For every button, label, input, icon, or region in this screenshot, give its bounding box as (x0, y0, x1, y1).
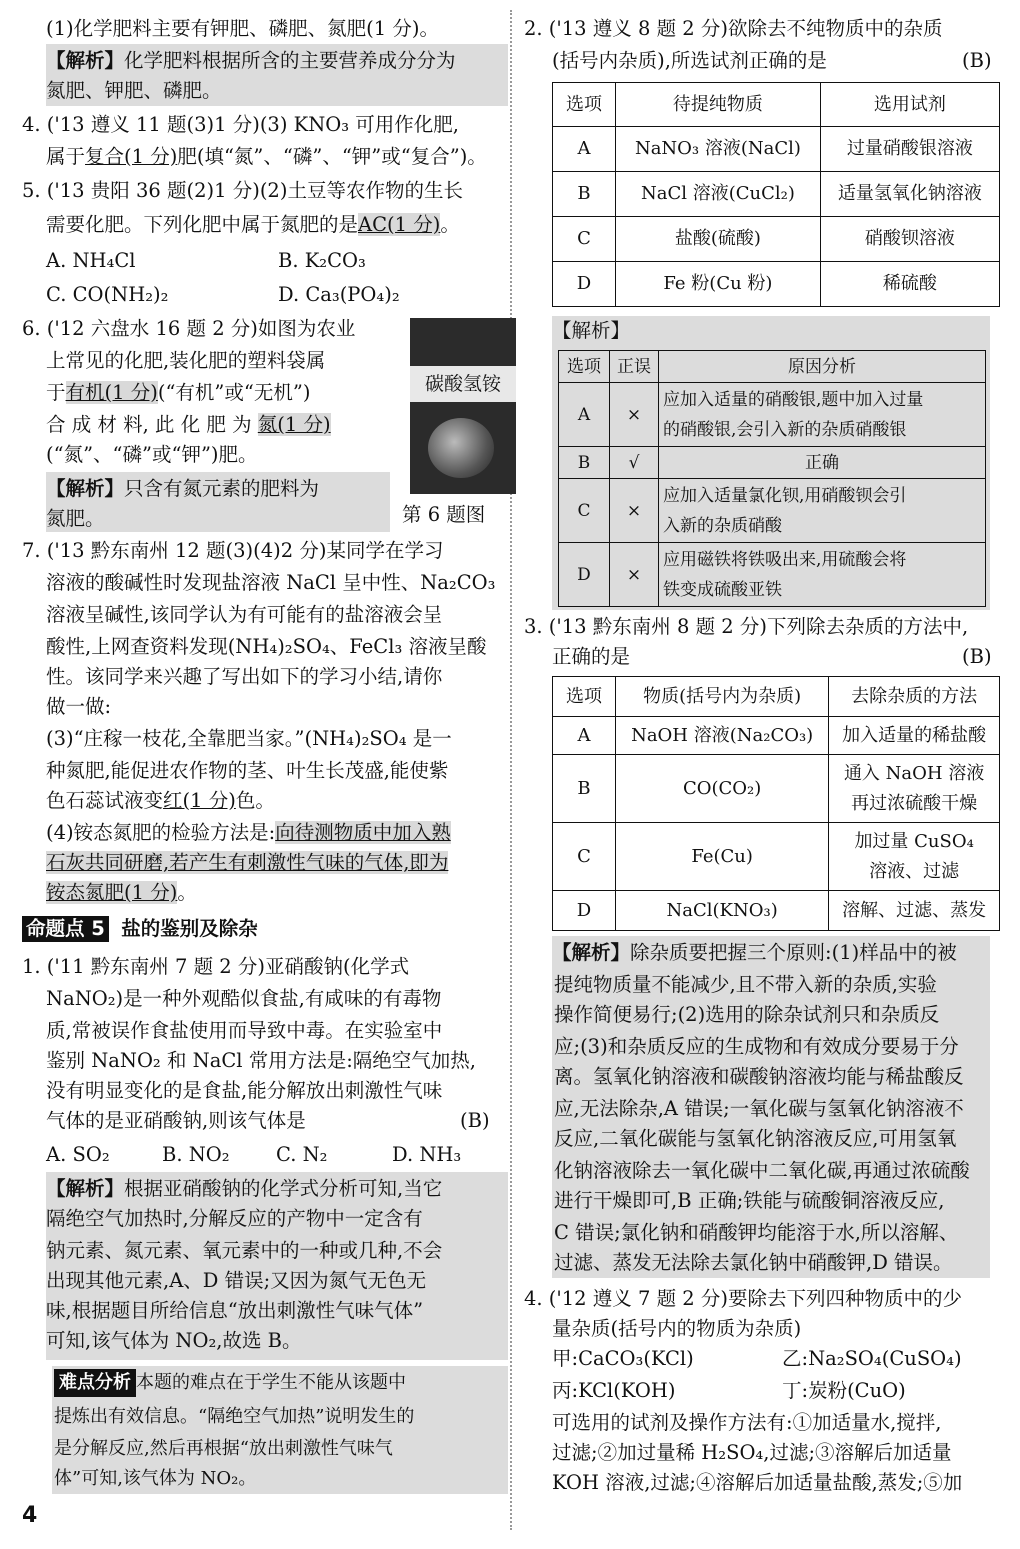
table-header: 待提纯物质 (616, 83, 821, 127)
table-cell: 加入适量的稀盐酸 (829, 717, 1000, 755)
analysis-tag: 【解析】 (552, 319, 631, 342)
question-4-item: 乙:Na₂SO₄(CuSO₄) (782, 1347, 962, 1370)
analysis-line: 应;(3)和杂质反应的生成物和有效成分要易于分 (554, 1035, 959, 1058)
table-cell: 的硝酸银,会引入新的杂质硝酸银 (663, 419, 907, 440)
analysis-line: 过滤、蒸发无法除去氯化钠中硝酸钾,D 错误。 (554, 1251, 953, 1274)
answer-line: (1)化学肥料主要有钾肥、磷肥、氮肥(1 分)。 (46, 17, 439, 40)
table-cell: 应加入适量氯化钡,用硝酸钡会引 (663, 485, 907, 506)
table-cell: B (553, 755, 616, 823)
question-6-line: (“氮”、“磷”或“钾”)肥。 (46, 443, 258, 466)
option-a: A. SO₂ (46, 1143, 110, 1166)
section-question-1-line: 没有明显变化的是食盐,能分解放出刺激性气味 (46, 1079, 443, 1102)
option-a: A. NH₄Cl (46, 249, 136, 272)
answer-blank: 有机(1 分) (65, 381, 158, 404)
difficulty-line: 体”可知,该气体为 NO₂。 (54, 1468, 257, 1489)
table-cell: A (553, 717, 616, 755)
option-c: C. N₂ (276, 1143, 328, 1166)
table-cell: NaCl(KNO₃) (616, 891, 829, 931)
column-divider (510, 10, 512, 1530)
answer-blank: 向待测物质中加入熟 (275, 821, 451, 844)
question-4-line: 属于复合(1 分)肥(填“氮”、“磷”、“钾”或“复合”)。 (46, 145, 487, 168)
difficulty-line: 是分解反应,然后再根据“放出刺激性气味气 (54, 1438, 393, 1459)
question-4-item: 甲:CaCO₃(KCl) (552, 1347, 694, 1370)
table-cell: 过量硝酸银溶液 (820, 127, 999, 172)
table-cell: A (553, 127, 616, 172)
question-6-line: 于有机(1 分)(“有机”或“无机”) (46, 381, 311, 404)
table-header: 选用试剂 (820, 83, 999, 127)
question-2-line: 2. ('13 遵义 8 题 2 分)欲除去不纯物质中的杂质 (524, 17, 943, 40)
table-cell: B (553, 172, 616, 217)
analysis-line: 化钠溶液除去一氧化碳中二氧化碳,再通过浓硫酸 (554, 1159, 970, 1182)
table-header: 去除杂质的方法 (829, 677, 1000, 717)
question-4-line: 过滤;②加过量稀 H₂SO₄,过滤;③溶解后加适量 (552, 1441, 952, 1464)
analysis-line: 离。氢氧化钠溶液和碳酸钠溶液均能与稀盐酸反 (554, 1065, 964, 1088)
question-4-item: 丁:炭粉(CuO) (782, 1379, 906, 1402)
question-4-line: 可选用的试剂及操作方法有:①加适量水,搅拌, (552, 1411, 942, 1434)
option-b: B. K₂CO₃ (278, 249, 366, 272)
table-cell: C (559, 479, 610, 543)
table-cell: 适量氢氧化钠溶液 (820, 172, 999, 217)
answer-choice: (B) (962, 645, 992, 668)
question-7-line: 酸性,上网查资料发现(NH₄)₂SO₄、FeCl₃ 溶液呈酸 (46, 635, 487, 658)
table-cell: Fe 粉(Cu 粉) (616, 262, 821, 307)
analysis-line: 反应,二氧化碳能与氢氧化钠溶液反应,可用氢氧 (554, 1127, 957, 1150)
table-cell: × (610, 383, 659, 447)
table-cell: NaNO₃ 溶液(NaCl) (616, 127, 821, 172)
question-7-line: (3)“庄稼一枝花,全靠肥当家。”(NH₄)₂SO₄ 是一 (46, 727, 452, 750)
question-3-line: 3. ('13 黔东南州 8 题 2 分)下列除去杂质的方法中, (524, 615, 969, 638)
page-number: 4 (22, 1503, 38, 1528)
option-d: D. NH₃ (392, 1143, 462, 1166)
question-4-line: KOH 溶液,过滤;④溶解后加适量盐酸,蒸发;⑤加 (552, 1471, 963, 1494)
table-cell: 硝酸钡溶液 (820, 217, 999, 262)
photo-globe (428, 418, 494, 478)
table-header: 选项 (553, 677, 616, 717)
photo-label: 碳酸氢铵 (410, 366, 516, 402)
table-cell: 正确 (659, 447, 986, 479)
analysis-line: 【解析】根据亚硝酸钠的化学式分析可知,当它 (46, 1177, 443, 1200)
question-2-line: (括号内杂质),所选试剂正确的是 (552, 49, 827, 72)
table-cell: C (553, 217, 616, 262)
question-4-line: 4. ('12 遵义 7 题 2 分)要除去下列四种物质中的少 (524, 1287, 962, 1310)
table-cell: D (553, 262, 616, 307)
option-b: B. NO₂ (162, 1143, 230, 1166)
figure-caption: 第 6 题图 (402, 503, 486, 526)
table-cell: 盐酸(硫酸) (616, 217, 821, 262)
table-cell: NaCl 溶液(CuCl₂) (616, 172, 821, 217)
table-cell: 应用磁铁将铁吸出来,用硫酸会将 (663, 549, 907, 570)
analysis-line: 出现其他元素,A、D 错误;又因为氮气无色无 (46, 1269, 427, 1292)
table-cell: Fe(Cu) (616, 823, 829, 891)
table-cell: CO(CO₂) (616, 755, 829, 823)
question-4-item: 丙:KCl(KOH) (552, 1379, 676, 1402)
option-c: C. CO(NH₂)₂ (46, 283, 169, 306)
question-6-line: 合 成 材 料, 此 化 肥 为 氮(1 分) (46, 413, 331, 436)
difficulty-chip: 难点分析 (54, 1369, 136, 1397)
section-question-1-line: 鉴别 NaNO₂ 和 NaCl 常用方法是:隔绝空气加热, (46, 1049, 476, 1072)
table-header: 选项 (553, 83, 616, 127)
question-4-line: 量杂质(括号内的物质为杂质) (552, 1317, 802, 1340)
question-7-line: 色石蕊试液变红(1 分)色。 (46, 789, 275, 812)
analysis-line: 【解析】化学肥料根据所含的主要营养成分分为 (46, 49, 456, 72)
analysis-line: 应,无法除杂,A 错误;一氧化碳与氢氧化钠溶液不 (554, 1097, 964, 1120)
section-question-1-line: 气体的是亚硝酸钠,则该气体是 (46, 1109, 306, 1132)
difficulty-line: 难点分析 本题的难点在于学生不能从该题中 (54, 1368, 406, 1398)
analysis-line: 进行干燥即可,B 正确;铁能与硫酸铜溶液反应, (554, 1189, 945, 1212)
section-question-1-line: 质,常被误作食盐使用而导致中毒。在实验室中 (46, 1019, 443, 1042)
fertilizer-bag-photo (410, 318, 516, 494)
option-d: D. Ca₃(PO₄)₂ (278, 283, 400, 306)
analysis-line: C 错误;氯化钠和硝酸钾均能溶于水,所以溶解、 (554, 1221, 959, 1244)
analysis-line: 隔绝空气加热时,分解反应的产物中一定含有 (46, 1207, 423, 1230)
table-cell: B (559, 447, 610, 479)
analysis-line: 【解析】除杂质要把握三个原则:(1)样品中的被 (552, 941, 957, 964)
question-7-line: 7. ('13 黔东南州 12 题(3)(4)2 分)某同学在学习 (22, 539, 444, 562)
answer-blank: 复合(1 分) (85, 145, 178, 168)
question-7-line: 性。该同学来兴趣了写出如下的学习小结,请你 (46, 665, 443, 688)
table-header: 正误 (610, 351, 659, 383)
question-7-line: 溶液呈碱性,该同学认为有可能有的盐溶液会呈 (46, 603, 443, 626)
question-5-line: 需要化肥。下列化肥中属于氮肥的是AC(1 分)。 (46, 213, 460, 236)
table-cell: 入新的杂质硝酸 (663, 515, 782, 536)
section-title: 盐的鉴别及除杂 (121, 917, 258, 940)
table-header: 物质(括号内为杂质) (616, 677, 829, 717)
answer-blank: 红(1 分) (163, 789, 236, 812)
table-cell: D (553, 891, 616, 931)
question-7-line: 溶液的酸碱性时发现盐溶液 NaCl 呈中性、Na₂CO₃ (46, 571, 496, 594)
question-7-line: (4)铵态氮肥的检验方法是:向待测物质中加入熟 (46, 821, 451, 844)
question-7-line: 种氮肥,能促进农作物的茎、叶生长茂盛,能使紫 (46, 759, 449, 782)
answer-blank: AC(1 分) (358, 213, 441, 236)
section-question-1-line: NaNO₂)是一种外观酷似食盐,有咸味的有毒物 (46, 987, 442, 1010)
table-cell: A (559, 383, 610, 447)
section-question-1-line: 1. ('11 黔东南州 7 题 2 分)亚硝酸钠(化学式 (22, 955, 410, 978)
analysis-tag: 【解析】 (46, 49, 125, 72)
analysis-line: 可知,该气体为 NO₂,故选 B。 (46, 1329, 302, 1352)
table-cell: √ (610, 447, 659, 479)
table-cell: D (559, 543, 610, 607)
table-cell: 应加入适量的硝酸银,题中加入过量 (663, 389, 924, 410)
question-3-line: 正确的是 (552, 645, 631, 668)
difficulty-line: 提炼出有效信息。“隔绝空气加热”说明发生的 (54, 1406, 415, 1427)
answer-choice: (B) (962, 49, 992, 72)
analysis-line: 【解析】只含有氮元素的肥料为 (46, 477, 320, 500)
question-7-line: 石灰共同研磨,若产生有刺激性气味的气体,即为 (46, 851, 449, 874)
table-header: 原因分析 (659, 351, 986, 383)
question-7-line: 铵态氮肥(1 分)。 (46, 881, 197, 904)
table-cell: 溶液、过滤 (869, 860, 960, 882)
analysis-line: 氮肥、钾肥、磷肥。 (46, 79, 222, 102)
table-cell: × (610, 543, 659, 607)
analysis-line: 味,根据题目所给信息“放出刺激性气味气体” (46, 1299, 424, 1322)
table-cell: 溶解、过滤、蒸发 (829, 891, 1000, 931)
table-cell: 加过量 CuSO₄ (854, 830, 974, 852)
section-chip: 命题点 5 (22, 916, 109, 942)
question-5-line: 5. ('13 贵阳 36 题(2)1 分)(2)土豆等农作物的生长 (22, 179, 463, 202)
analysis-line: 氮肥。 (46, 507, 105, 530)
table-cell: C (553, 823, 616, 891)
question-6-line: 6. ('12 六盘水 16 题 2 分)如图为农业 (22, 317, 356, 340)
answer-choice: (B) (460, 1109, 490, 1132)
question-4-line: 4. ('13 遵义 11 题(3)1 分)(3) KNO₃ 可用作化肥, (22, 113, 459, 136)
analysis-line: 操作简便易行;(2)选用的除杂试剂只和杂质反 (554, 1003, 940, 1026)
question-7-line: 做一做: (46, 695, 112, 718)
table-cell: × (610, 479, 659, 543)
analysis-line: 钠元素、氮元素、氧元素中的一种或几种,不会 (46, 1239, 443, 1262)
analysis-line: 提纯物质量不能减少,且不带入新的杂质,实验 (554, 973, 937, 996)
table-header: 选项 (559, 351, 610, 383)
table-cell: 铁变成硫酸亚铁 (663, 579, 782, 600)
reagent-table (552, 82, 1000, 307)
table-cell: 稀硫酸 (820, 262, 999, 307)
question-6-line: 上常见的化肥,装化肥的塑料袋属 (46, 349, 326, 372)
table-cell: 通入 NaOH 溶液 (843, 762, 985, 784)
answer-blank: 氮(1 分) (257, 413, 331, 436)
analysis-table (558, 350, 986, 607)
table-cell: 再过浓硫酸干燥 (851, 792, 978, 814)
section-heading (22, 914, 258, 944)
purification-table (552, 676, 1000, 931)
table-cell: NaOH 溶液(Na₂CO₃) (616, 717, 829, 755)
answer-blank: 铵态氮肥(1 分) (46, 881, 178, 904)
